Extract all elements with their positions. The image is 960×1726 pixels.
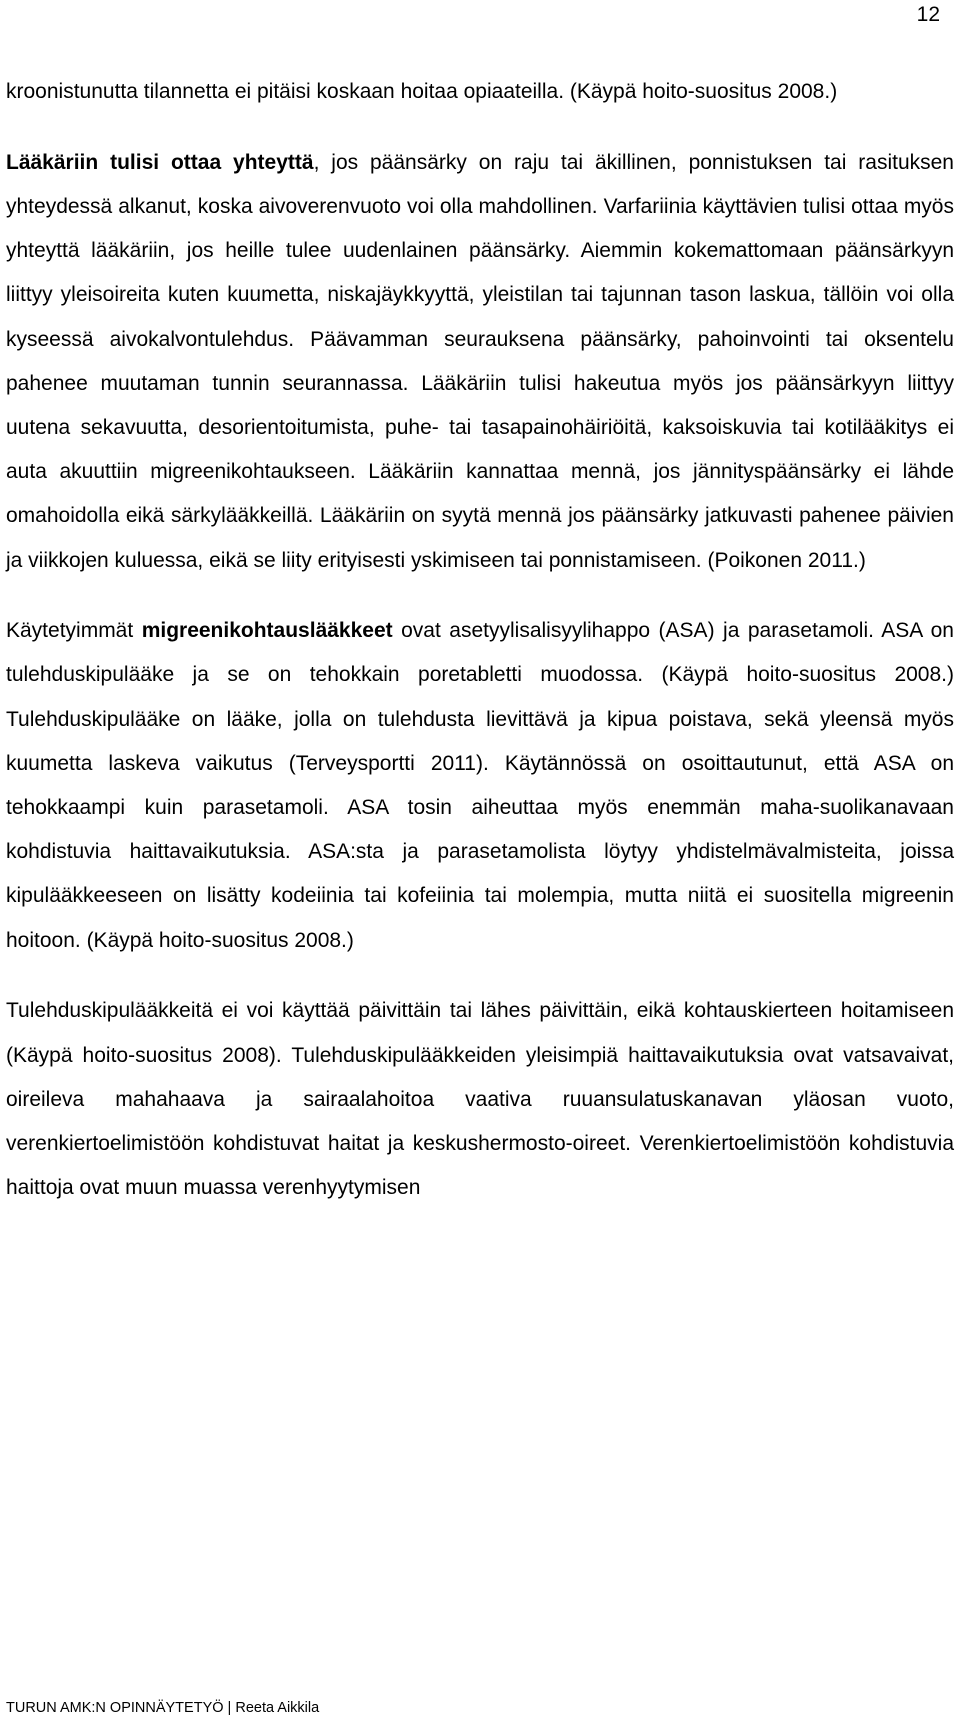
document-body [6, 70, 954, 1237]
paragraph-4-text: Tulehduskipulääkkeitä ei voi käyttää päivittäin tai lähes päivittäin, eikä kohtauskierteen hoitamiseen (Käypä hoito-suositus 2008). Tulehduskipulääkkeiden yleisimpiä haittavaikutuksia ovat vatsavaivat, oireileva mahahaava ja sairaalahoitoa vaativa ruuansulatuskanavan yläosan vuoto, verenkiertoelimistöön kohdistuvat haitat ja keskushermosto-oireet. Verenkiertoelimistöön kohdistuvia haittoja ovat muun muassa verenhyytymisen [6, 999, 954, 1200]
page-footer: TURUN AMK:N OPINNÄYTETYÖ | Reeta Aikkila [6, 1700, 320, 1716]
paragraph-3 [6, 609, 954, 963]
page-number: 12 [916, 3, 940, 26]
paragraph-3-pre: Käytetyimmät [6, 619, 142, 643]
paragraph-2 [6, 141, 954, 583]
paragraph-1-text: kroonistunutta tilannetta ei pitäisi koskaan hoitaa opiaateilla. (Käypä hoito-suositus 2008.) [6, 80, 838, 103]
paragraph-4 [6, 989, 954, 1210]
paragraph-1 [6, 70, 954, 114]
paragraph-2-bold-lead: Lääkäriin tulisi ottaa yhteyttä [6, 150, 314, 174]
paragraph-3-text: ovat asetyylisalisyylihappo (ASA) ja parasetamoli. ASA on tulehduskipulääke ja se on tehokkain poretabletti muodossa. (Käypä hoito-suositus 2008.) Tulehduskipulääke on lääke, jolla on tulehdusta lievittävä ja kipua poistava, sekä yleensä myös kuumetta laskeva vaikutus (Terveysportti 2011). Käytännössä on osoittautunut, että ASA on tehokkaampi kuin parasetamoli. ASA tosin aiheuttaa myös enemmän maha-suolikanavaan kohdistuvia haittavaikutuksia. ASA:sta ja parasetamolista löytyy yhdistelmävalmisteita, joissa kipulääkkeeseen on lisätty kodeiinia tai kofeiinia tai molempia, mutta niitä ei suositella migreenin hoitoon. (Käypä hoito-suositus 2008.) [6, 619, 954, 952]
paragraph-3-bold-term: migreenikohtauslääkkeet [141, 619, 393, 643]
paragraph-2-text: , jos päänsärky on raju tai äkillinen, ponnistuksen tai rasituksen yhteydessä alkanut, koska aivoverenvuoto voi olla mahdollinen. Varfariinia käyttävien tulisi ottaa myös yhteyttä lääkäriin, jos heille tulee uudenlainen päänsärky. Aiemmin kokemattomaan päänsärkyyn liittyy yleisoireita kuten kuumetta, niskajäykkyyttä, yleistilan tai tajunnan tason laskua, tällöin voi olla kyseessä aivokalvontulehdus. Päävamman seurauksena päänsärky, pahoinvointi tai oksentelu pahenee muutaman tunnin seurannassa. Lääkäriin tulisi hakeutua myös jos päänsärkyyn liittyy uutena sekavuutta, desorientoitumista, puhe- tai tasapainohäiriöitä, kaksoiskuvia tai kotilääkitys ei auta akuuttiin migreenikohtaukseen. Lääkäriin kannattaa mennä, jos jännityspäänsärky ei lähde omahoidolla eikä särkylääkkeillä. Lääkäriin on syytä mennä jos päänsärky jatkuvasti pahenee päivien ja viikkojen kuluessa, eikä se liity erityisesti yskimiseen tai ponnistamiseen. (Poikonen 2011.) [6, 150, 954, 572]
